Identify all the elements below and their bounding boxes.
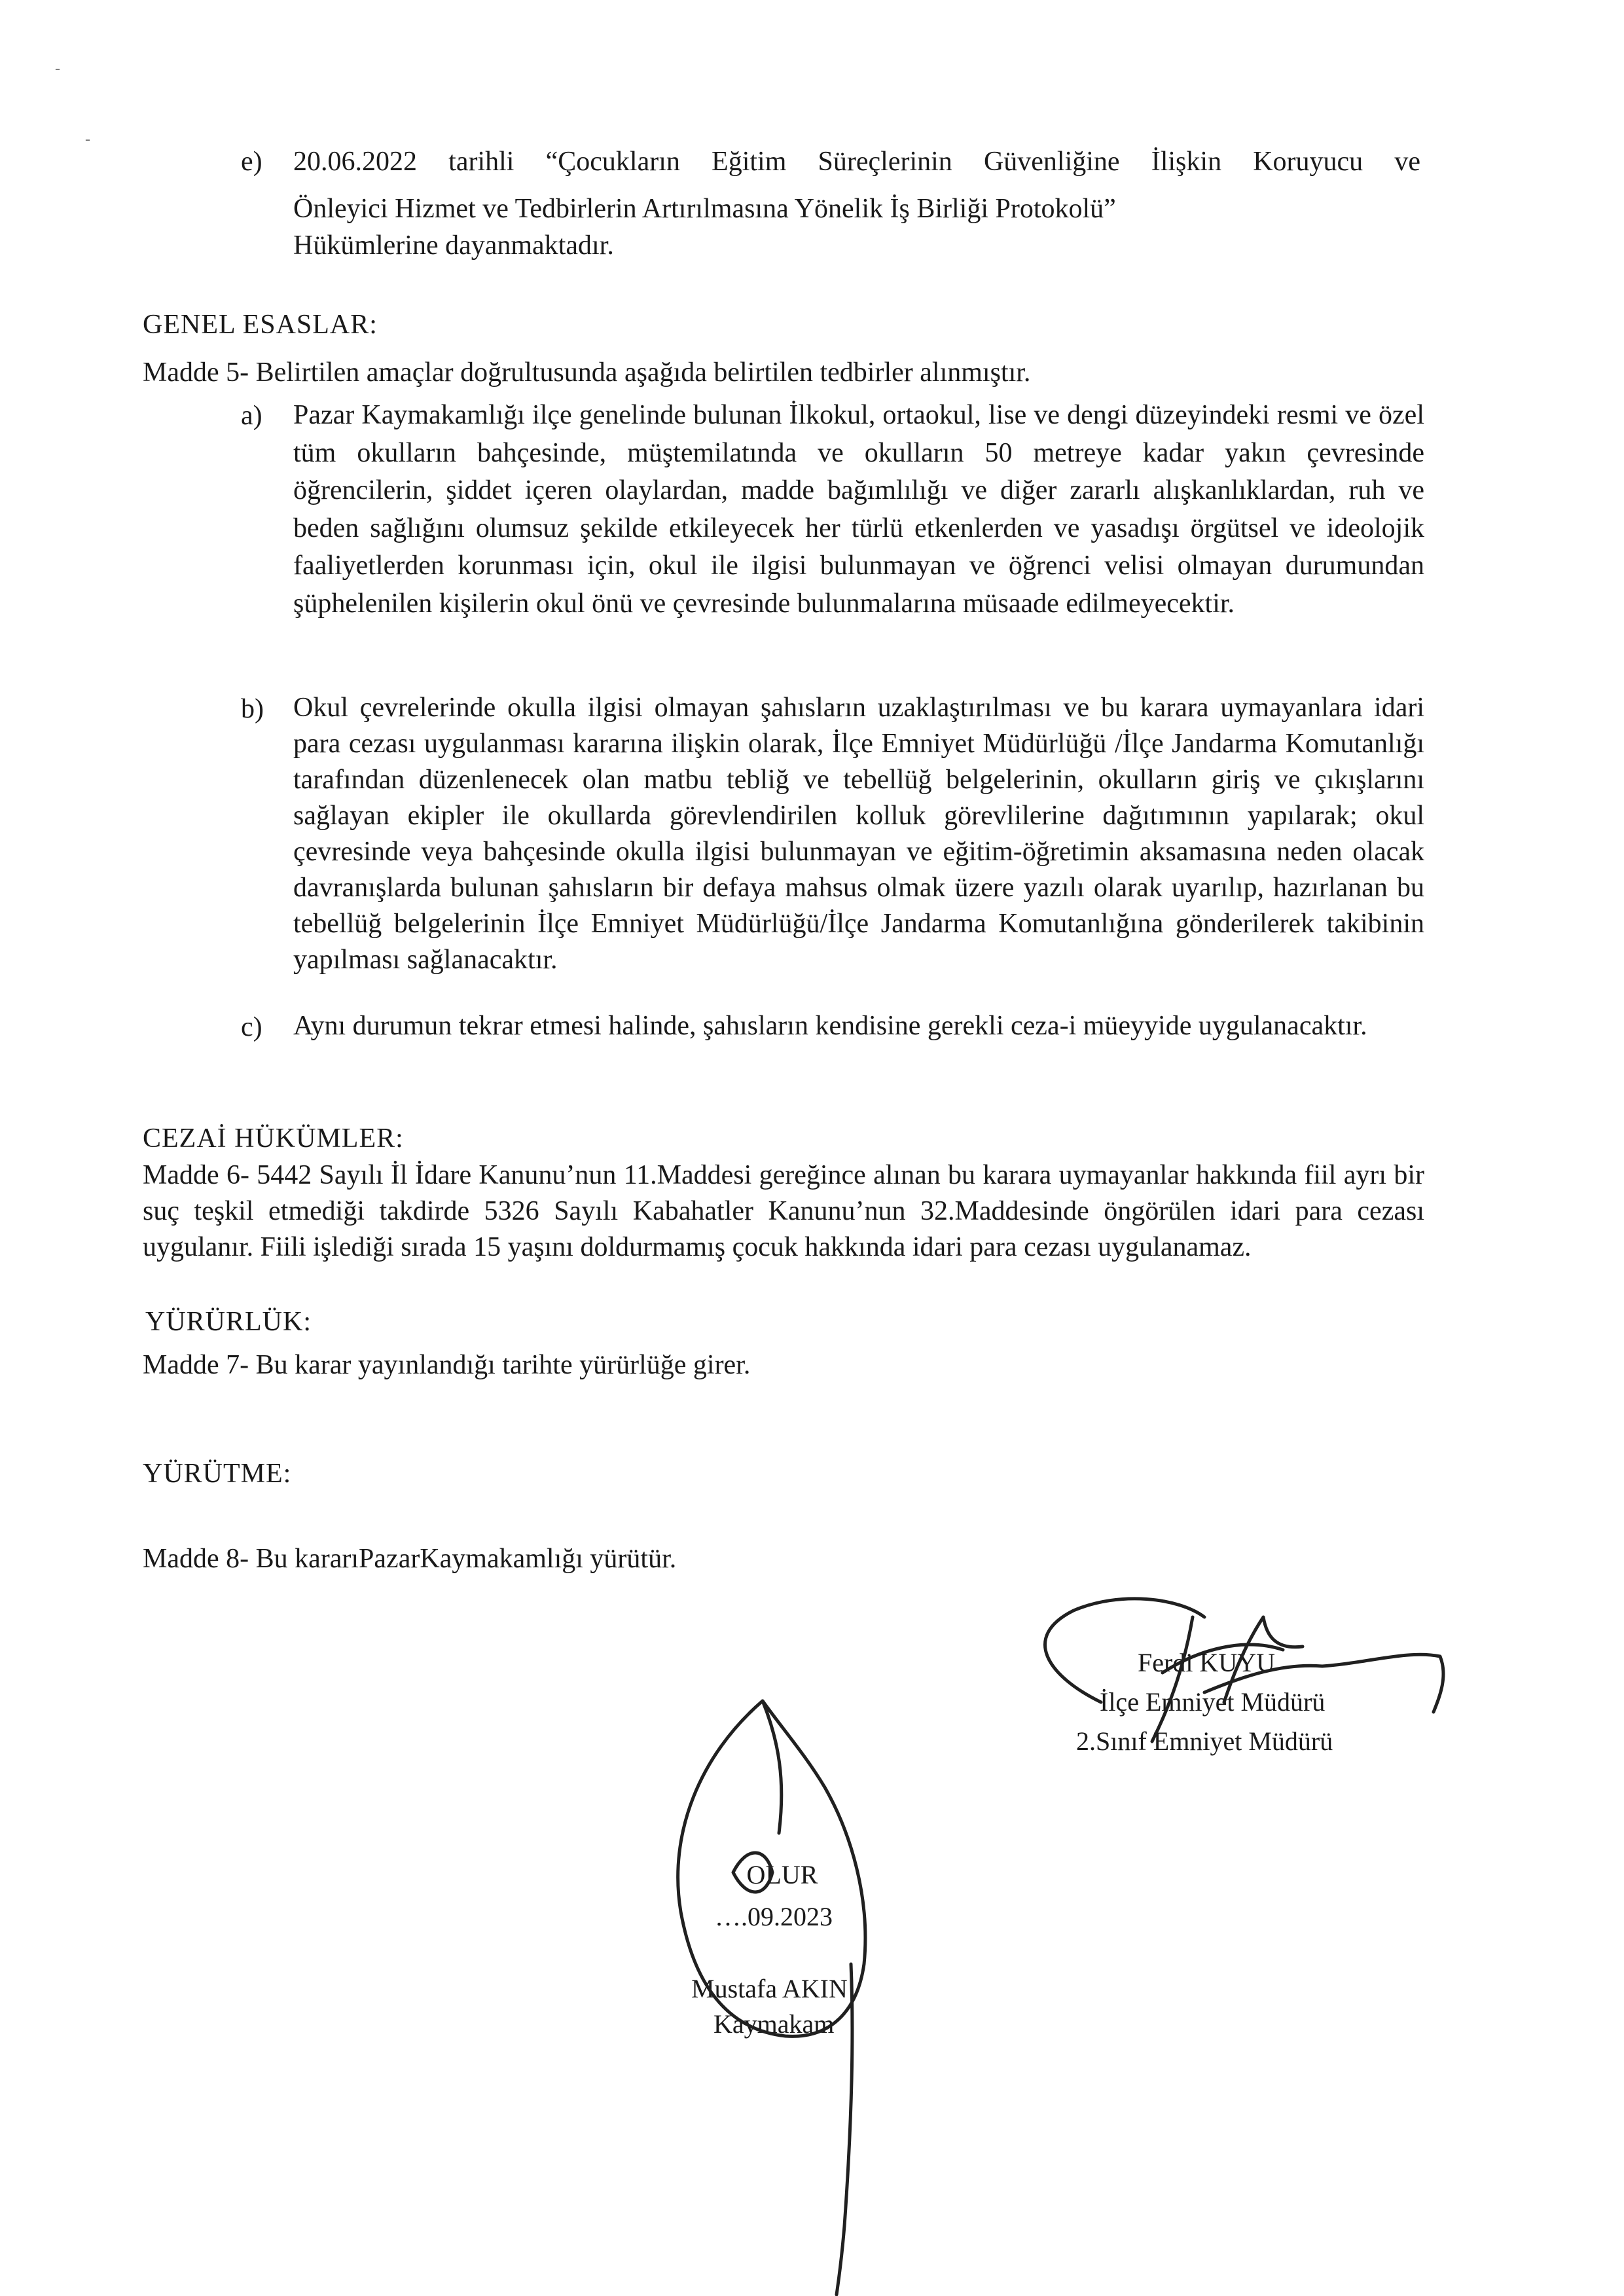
yururluk-heading: YÜRÜRLÜK: — [145, 1307, 312, 1337]
redaction-patch — [293, 1638, 364, 1660]
item-b-letter: b) — [241, 694, 264, 724]
item-e-line2: Önleyici Hizmet ve Tedbirlerin Artırılmasına Yönelik İş Birliği Protokolü” — [293, 194, 1116, 224]
signatory-center-title: Kaymakam — [713, 2009, 835, 2039]
madde-7-text: Madde 7- Bu karar yayınlandığı tarihte yürürlüğe girer. — [143, 1350, 751, 1380]
scan-mark: ‐ — [55, 60, 60, 77]
madde-5-intro: Madde 5- Belirtilen amaçlar doğrultusunda aşağıda belirtilen tedbirler alınmıştır. — [143, 357, 1031, 388]
item-c-text: Aynı durumun tekrar etmesi halinde, şahısların kendisine gerekli ceza-i müeyyide uygulanacaktır. — [293, 1011, 1367, 1041]
signatory-center-name: Mustafa AKIN — [691, 1974, 848, 2003]
yurutme-heading: YÜRÜTME: — [143, 1459, 292, 1489]
item-e-line1: 20.06.2022 tarihli “Çocukların Eğitim Süreçlerinin Güvenliğine İlişkin Koruyucu ve — [293, 147, 1420, 177]
item-e-letter: e) — [241, 147, 262, 177]
signatory-right-name: Ferdi KUYU — [1138, 1648, 1275, 1677]
genel-esaslar-heading: GENEL ESASLAR: — [143, 310, 378, 340]
madde-8-text: Madde 8- Bu kararıPazarKaymakamlığı yürütür. — [143, 1544, 677, 1574]
item-e-line3: Hükümlerine dayanmaktadır. — [293, 230, 614, 261]
madde-6-text: Madde 6- 5442 Sayılı İl İdare Kanunu’nun 11.Maddesi gereğince alınan bu karara uymayanlar hakkında fiil ayrı bir suç teşkil etmediği takdirde 5326 Sayılı Kabahatler Kanunu’nun 32.Maddesinde öngörülen idari para cezası uygulanır. Fiili işlediği sırada 15 yaşını doldurmamış çocuk hakkında idari para cezası uygulanamaz. — [143, 1160, 1424, 1262]
item-c-letter: c) — [241, 1012, 262, 1042]
cezai-hukumler-heading: CEZAİ HÜKÜMLER: — [143, 1123, 404, 1154]
scan-mark: ‐ — [85, 131, 90, 148]
item-a-text: Pazar Kaymakamlığı ilçe genelinde bulunan İlkokul, ortaokul, lise ve dengi düzeyindeki resmi ve özel tüm okulların bahçesinde, müştemilatında ve okulların 50 metreye kadar yakın çevresinde öğrencilerin, şiddet içeren olaylardan, madde bağımlılığı ve diğer zararlı alışkanlıklardan, ruh ve beden sağlığını olumsuz şekilde etkileyecek her türlü etkenlerden ve yasadışı örgütsel ve ideolojik faaliyetlerden korunması için, okul ile ilgisi bulunmayan ve öğrenci velisi olmayan durumundan şüphelenilen kişilerin okul önü ve çevresinde bulunmalarına müsaade edilmeyecektir. — [293, 400, 1424, 619]
signatory-right-title1: İlçe Emniyet Müdürü — [1100, 1687, 1326, 1717]
olur-label: OLUR — [746, 1860, 818, 1889]
signatory-right-title2: 2.Sınıf Emniyet Müdürü — [1076, 1726, 1333, 1756]
item-a-letter: a) — [241, 401, 262, 431]
olur-date: ….09.2023 — [715, 1902, 833, 1931]
item-b-text: Okul çevrelerinde okulla ilgisi olmayan şahısların uzaklaştırılması ve bu karara uymayanlara idari para cezası uygulanması kararına ilişkin olarak, İlçe Emniyet Müdürlüğü /İlçe Jandarma Komutanlığı tarafından düzenlenecek olan matbu tebliğ ve tebellüğ belgelerinin, okulların giriş ve çıkışlarını sağlayan ekipler ile okullarda görevlendirilen kolluk görevlilerine dağıtımının yapılarak; okul çevresinde veya bahçesinde okulla ilgisi bulunmayan ve eğitim-öğretimin aksamasına neden olacak davranışlarda bulunan şahısların bir defaya mahsus olmak üzere yazılı olarak uyarılıp, hazırlanan bu tebellüğ belgelerinin İlçe Emniyet Müdürlüğü/İlçe Jandarma Komutanlığına gönderilerek takibinin yapılması sağlanacaktır. — [293, 693, 1424, 975]
